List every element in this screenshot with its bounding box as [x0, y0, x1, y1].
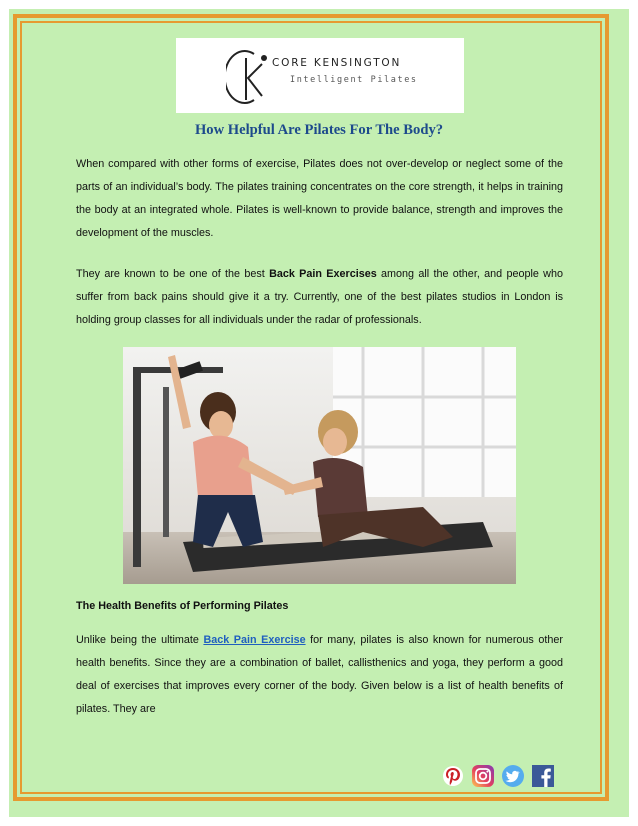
- paragraph-text: Unlike being the ultimate: [76, 634, 204, 646]
- benefits-paragraph: [76, 629, 563, 721]
- intro-paragraph: When compared with other forms of exercise, Pilates does not over-develop or neglect some of the parts of an individual’s body. The pilates training concentrates on the core strength, it helps in training the body at an integrated whole. Pilates is well-known to provide balance, strength and improves the development of the muscles.: [76, 158, 563, 239]
- logo-mark-icon: [226, 44, 270, 108]
- paragraph-text: among all the other, and people who suffer from back pains should give it a try. Currently, one of the best pilates studios in London is holding group classes for all individuals under the radar of professionals.: [76, 268, 563, 326]
- facebook-icon[interactable]: [531, 764, 555, 788]
- instagram-icon[interactable]: [471, 764, 495, 788]
- logo-name: CORE KENSINGTON: [272, 57, 402, 69]
- logo-tagline: Intelligent Pilates: [290, 75, 418, 85]
- page-title: How Helpful Are Pilates For The Body?: [194, 122, 444, 138]
- twitter-icon[interactable]: [501, 764, 525, 788]
- bold-phrase: Back Pain Exercises: [269, 268, 377, 280]
- paragraph-text: for many, pilates is also known for numerous other health benefits. Since they are a combination of ballet, callisthenics and yoga, they perform a good deal of exercises that improves every corner of the body. Given below is a list of health benefits of pilates. They are: [76, 634, 563, 715]
- back-pain-paragraph: [76, 263, 563, 332]
- logo: [176, 38, 464, 113]
- section-heading: The Health Benefits of Performing Pilates: [76, 600, 289, 612]
- back-pain-exercise-link[interactable]: Back Pain Exercise: [203, 634, 306, 646]
- social-icons: [441, 764, 555, 788]
- paragraph-text: They are known to be one of the best: [76, 268, 270, 280]
- pilates-photo: [123, 347, 516, 584]
- pinterest-icon[interactable]: [441, 764, 465, 788]
